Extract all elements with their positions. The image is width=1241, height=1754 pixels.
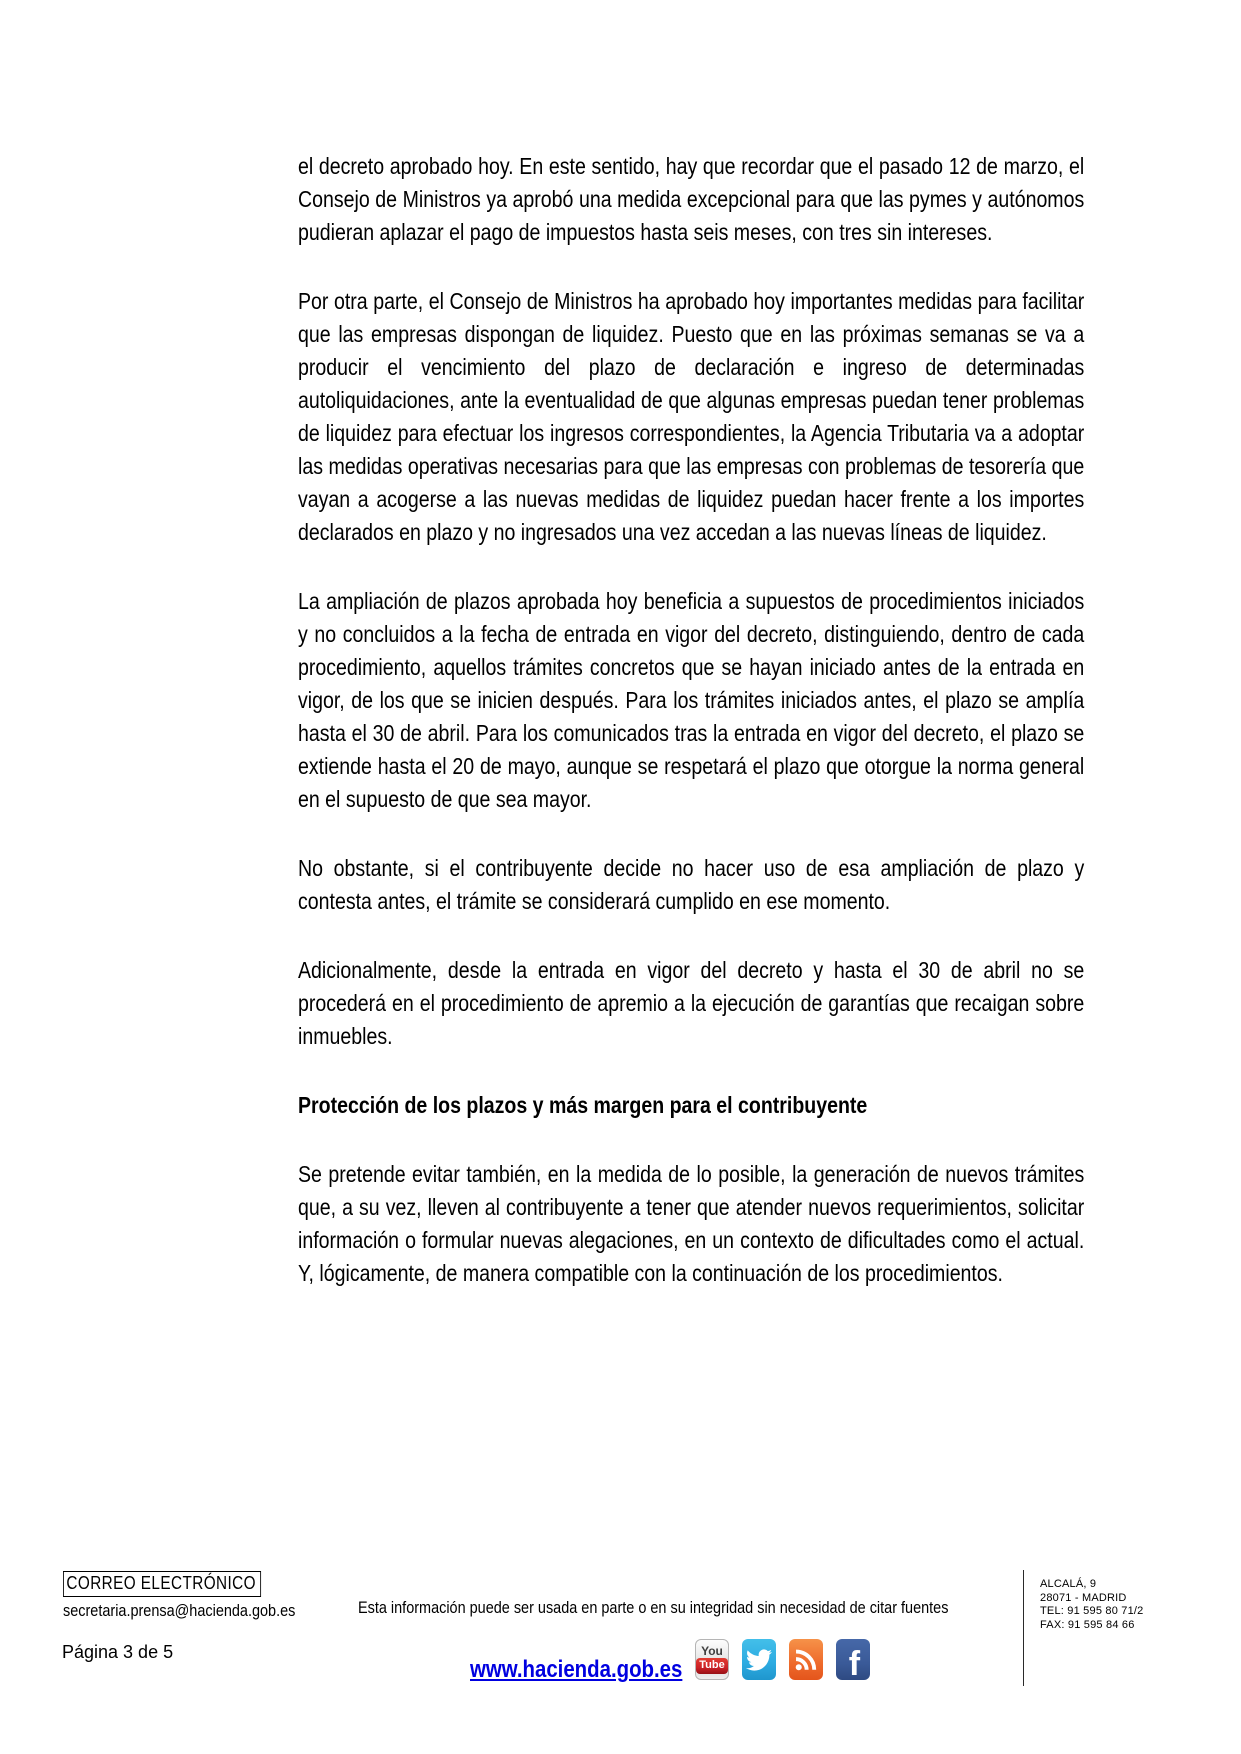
rss-glyph bbox=[793, 1647, 819, 1673]
rss-icon[interactable] bbox=[789, 1639, 823, 1680]
youtube-icon-tube-text: Tube bbox=[696, 1658, 727, 1674]
address-tel: TEL: 91 595 80 71/2 bbox=[1040, 1605, 1144, 1617]
press-email-address: secretaria.prensa@hacienda.gob.es bbox=[63, 1601, 296, 1620]
correo-electronico-label: CORREO ELECTRÓNICO bbox=[63, 1571, 261, 1597]
paragraph: Adicionalmente, desde la entrada en vigor del decreto y hasta el 30 de abril no se procederá en el procedimiento de apremio a la ejecución de garantías que recaigan sobre inmuebles. bbox=[298, 957, 1085, 1049]
section-heading: Protección de los plazos y más margen para el contribuyente bbox=[298, 1092, 868, 1118]
address-street: ALCALÁ, 9 bbox=[1040, 1578, 1097, 1590]
facebook-f-glyph: f bbox=[848, 1645, 861, 1680]
website-link-wrap bbox=[470, 1656, 682, 1684]
paragraph: La ampliación de plazos aprobada hoy beneficia a supuestos de procedimientos iniciados y no concluidos a la fecha de entrada en vigor del decreto, distinguiendo, dentro de cada procedimiento, aquellos trámites concretos que se hayan iniciado antes de la entrada en vigor, de los que se inicien después. Para los trámites iniciados antes, el plazo se amplía hasta el 30 de abril. Para los comunicados tras la entrada en vigor del decreto, el plazo se extiende hasta el 20 de mayo, aunque se respetará el plazo que otorgue la norma general en el supuesto de que sea mayor. bbox=[298, 588, 1085, 812]
correo-electronico-label-box bbox=[63, 1571, 261, 1597]
page-indicator: Página 3 de 5 bbox=[62, 1642, 174, 1662]
paragraph: el decreto aprobado hoy. En este sentido, hay que recordar que el pasado 12 de marzo, el Consejo de Ministros ya aprobó una medida excepcional para que las pymes y autónomos pudieran aplazar el pago de impuestos hasta seis meses, con tres sin intereses. bbox=[298, 153, 1085, 245]
twitter-icon[interactable] bbox=[742, 1639, 776, 1680]
paragraph: Por otra parte, el Consejo de Ministros ha aprobado hoy importantes medidas para facilitar que las empresas dispongan de liquidez. Puesto que en las próximas semanas se va a producir el vencimiento del plazo de declaración e ingreso de determinadas autoliquidaciones, ante la eventualidad de que algunas empresas puedan tener problemas de liquidez para efectuar los ingresos correspondientes, la Agencia Tributaria va a adoptar las medidas operativas necesarias para que las empresas con problemas de tesorería que vayan a acogerse a las nuevas medidas de liquidez puedan hacer frente a los importes declarados en plazo y no ingresados una vez accedan a las nuevas líneas de liquidez. bbox=[298, 288, 1085, 545]
facebook-icon[interactable] bbox=[836, 1639, 870, 1680]
document-body bbox=[298, 150, 1084, 1326]
footer-divider-line bbox=[1023, 1570, 1024, 1686]
address-block bbox=[1040, 1578, 1144, 1632]
address-fax: FAX: 91 595 84 66 bbox=[1040, 1618, 1135, 1631]
social-icons-row bbox=[695, 1639, 870, 1680]
youtube-icon-you-text: You bbox=[701, 1644, 723, 1658]
paragraph: Se pretende evitar también, en la medida de lo posible, la generación de nuevos trámites que, a su vez, lleven al contribuyente a tener que atender nuevos requerimientos, solicitar información o formular nuevas alegaciones, en un contexto de dificultades como el actual. Y, lógicamente, de manera compatible con la continuación de los procedimientos. bbox=[298, 1161, 1085, 1286]
usage-note: Esta información puede ser usada en parte o en su integridad sin necesidad de citar fuentes bbox=[358, 1598, 949, 1617]
address-city: 28071 - MADRID bbox=[1040, 1591, 1127, 1604]
website-link[interactable]: www.hacienda.gob.es bbox=[470, 1656, 683, 1683]
twitter-bird-glyph bbox=[746, 1647, 772, 1673]
paragraph: No obstante, si el contribuyente decide no hacer uso de esa ampliación de plazo y contesta antes, el trámite se considerará cumplido en ese momento. bbox=[298, 855, 1085, 914]
youtube-icon[interactable] bbox=[695, 1639, 729, 1680]
